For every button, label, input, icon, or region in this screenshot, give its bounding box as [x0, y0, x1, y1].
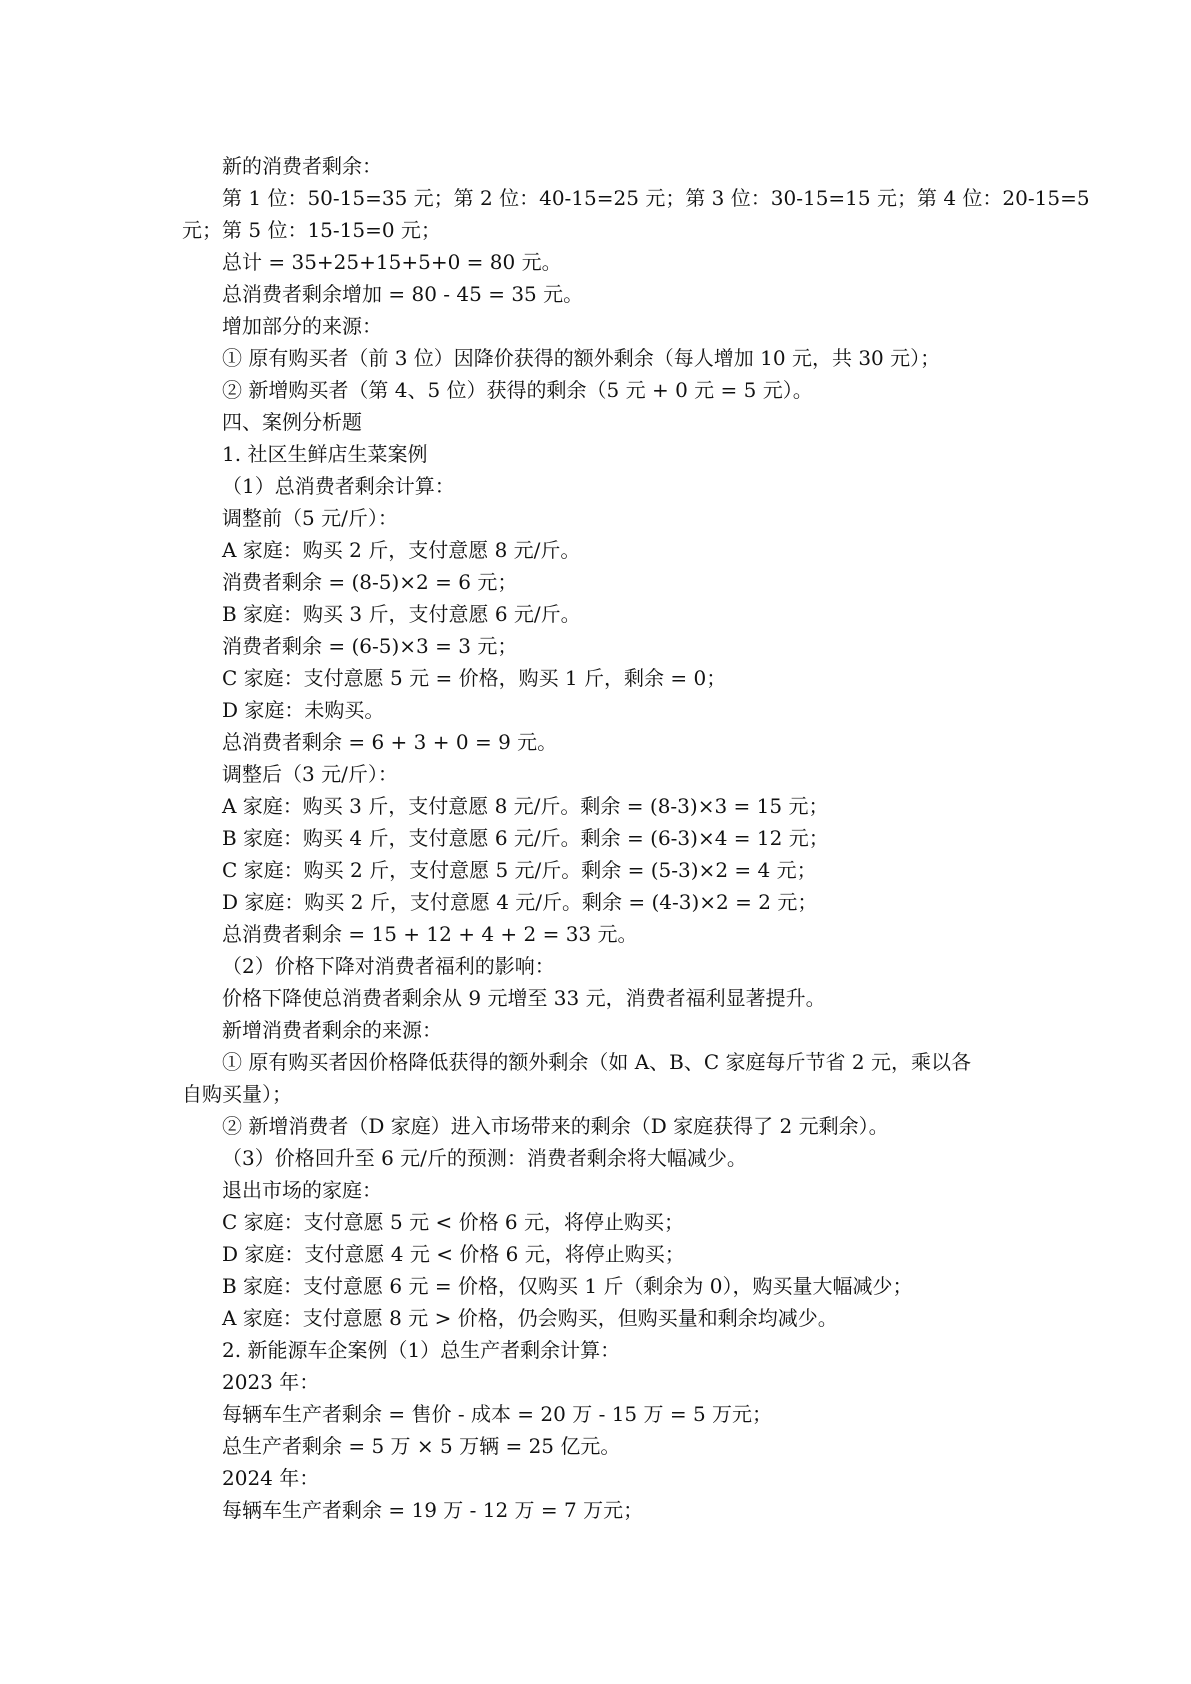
text-line: 四、案例分析题 — [222, 410, 362, 434]
text-line: 总消费者剩余 = 6 + 3 + 0 = 9 元。 — [222, 730, 558, 754]
text-line: ① 原有购买者因价格降低获得的额外剩余（如 A、B、C 家庭每斤节省 2 元，乘以各 — [222, 1050, 971, 1074]
text-line: 每辆车生产者剩余 = 19 万 - 12 万 = 7 万元； — [222, 1498, 644, 1522]
text-line: 总消费者剩余 = 15 + 12 + 4 + 2 = 33 元。 — [222, 922, 638, 946]
text-line: 第 1 位：50-15=35 元；第 2 位：40-15=25 元；第 3 位：30-15=15 元；第 4 位：20-15=5 — [222, 186, 1090, 210]
document-body — [182, 150, 1090, 1526]
text-line: 退出市场的家庭： — [222, 1178, 382, 1202]
text-line: 2024 年： — [222, 1466, 320, 1490]
text-line: 新增消费者剩余的来源： — [222, 1018, 442, 1042]
text-line: D 家庭：购买 2 斤，支付意愿 4 元/斤。剩余 = (4-3)×2 = 2 元； — [222, 890, 818, 914]
paragraph-continuation-line: 自购买量）； — [182, 1082, 292, 1106]
text-line: 每辆车生产者剩余 = 售价 - 成本 = 20 万 - 15 万 = 5 万元； — [222, 1402, 773, 1426]
text-line: 调整前（5 元/斤）： — [222, 506, 398, 530]
paragraph-continuation-line: 元；第 5 位：15-15=0 元； — [182, 218, 441, 242]
text-line: 总计 = 35+25+15+5+0 = 80 元。 — [222, 250, 562, 274]
text-line: ① 原有购买者（前 3 位）因降价获得的额外剩余（每人增加 10 元，共 30 元）； — [222, 346, 941, 370]
text-line: 2023 年： — [222, 1370, 320, 1394]
text-line: A 家庭：支付意愿 8 元 > 价格，仍会购买，但购买量和剩余均减少。 — [222, 1306, 838, 1330]
text-line: 价格下降使总消费者剩余从 9 元增至 33 元，消费者福利显著提升。 — [222, 986, 826, 1010]
text-line: 总生产者剩余 = 5 万 × 5 万辆 = 25 亿元。 — [222, 1434, 621, 1458]
text-line: 消费者剩余 = (6-5)×3 = 3 元； — [222, 634, 518, 658]
text-line: C 家庭：购买 2 斤，支付意愿 5 元/斤。剩余 = (5-3)×2 = 4 元； — [222, 858, 817, 882]
text-line: A 家庭：购买 2 斤，支付意愿 8 元/斤。 — [222, 538, 581, 562]
text-line: （1）总消费者剩余计算： — [222, 474, 455, 498]
text-line: 2. 新能源车企案例（1）总生产者剩余计算： — [222, 1338, 621, 1362]
text-line: 调整后（3 元/斤）： — [222, 762, 398, 786]
text-line: C 家庭：支付意愿 5 元 < 价格 6 元，将停止购买； — [222, 1210, 685, 1234]
text-line: （2）价格下降对消费者福利的影响： — [222, 954, 555, 978]
text-line: 1. 社区生鲜店生菜案例 — [222, 442, 428, 466]
text-line: ② 新增购买者（第 4、5 位）获得的剩余（5 元 + 0 元 = 5 元）。 — [222, 378, 813, 402]
text-line: B 家庭：购买 3 斤，支付意愿 6 元/斤。 — [222, 602, 581, 626]
text-line: 总消费者剩余增加 = 80 - 45 = 35 元。 — [222, 282, 584, 306]
text-line: （3）价格回升至 6 元/斤的预测：消费者剩余将大幅减少。 — [222, 1146, 747, 1170]
text-line: B 家庭：购买 4 斤，支付意愿 6 元/斤。剩余 = (6-3)×4 = 12 元； — [222, 826, 829, 850]
text-line: C 家庭：支付意愿 5 元 = 价格，购买 1 斤，剩余 = 0； — [222, 666, 727, 690]
text-line: D 家庭：未购买。 — [222, 698, 385, 722]
text-line: 消费者剩余 = (8-5)×2 = 6 元； — [222, 570, 518, 594]
text-line: 新的消费者剩余： — [222, 154, 382, 178]
text-line: 增加部分的来源： — [222, 314, 382, 338]
text-line: D 家庭：支付意愿 4 元 < 价格 6 元，将停止购买； — [222, 1242, 685, 1266]
text-line: B 家庭：支付意愿 6 元 = 价格，仅购买 1 斤（剩余为 0），购买量大幅减少； — [222, 1274, 913, 1298]
text-line: A 家庭：购买 3 斤，支付意愿 8 元/斤。剩余 = (8-3)×3 = 15 元； — [222, 794, 829, 818]
text-line: ② 新增消费者（D 家庭）进入市场带来的剩余（D 家庭获得了 2 元剩余）。 — [222, 1114, 889, 1138]
